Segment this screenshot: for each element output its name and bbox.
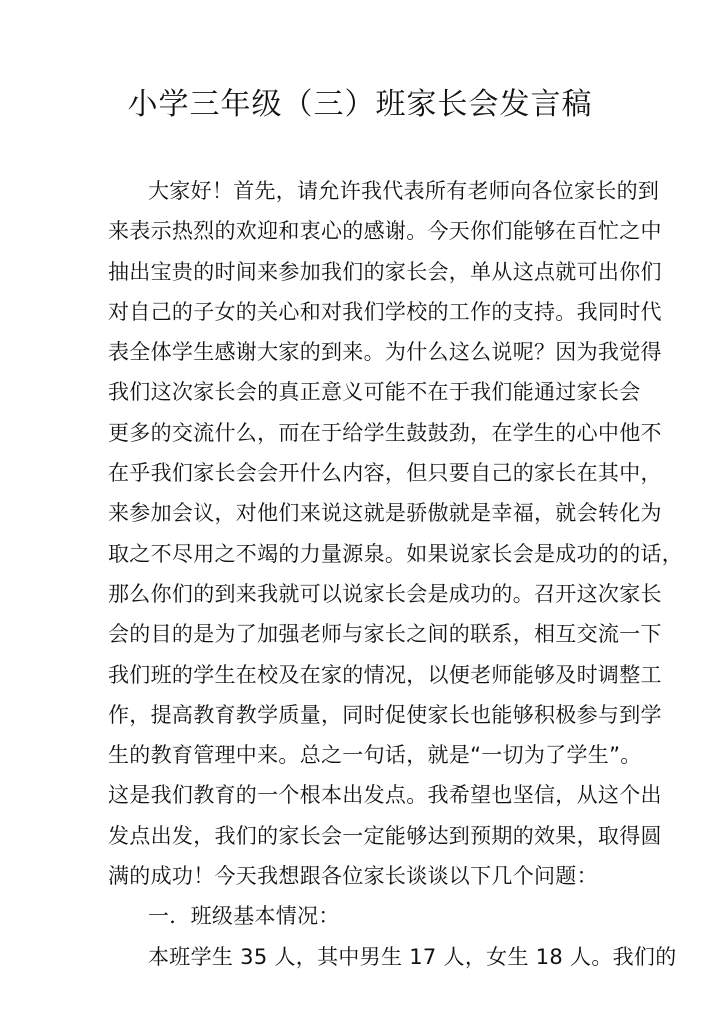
document-body [108, 171, 684, 977]
paragraph-line: 发点出发，我们的家长会一定能够达到预期的效果，取得圆 [108, 823, 662, 848]
paragraph-line: 更多的交流什么，而在于给学生鼓鼓劲，在学生的心中他不 [108, 420, 662, 445]
paragraph-line: 对自己的子女的关心和对我们学校的工作的支持。我同时代 [108, 299, 662, 324]
paragraph-line: 那么你们的到来我就可以说家长会是成功的。召开这次家长 [108, 581, 662, 606]
paragraph-line: 取之不尽用之不竭的力量源泉。如果说家长会是成功的的话， [108, 541, 684, 566]
paragraph-line: 会的目的是为了加强老师与家长之间的联系，相互交流一下 [108, 622, 662, 647]
paragraph-line: 我们班的学生在校及在家的情况，以便老师能够及时调整工 [108, 662, 662, 687]
paragraph-line: 来参加会议，对他们来说这就是骄傲就是幸福，就会转化为 [108, 501, 662, 526]
paragraph-line: 本班学生 35 人，其中男生 17 人，女生 18 人。我们的 [148, 944, 677, 969]
paragraph-line: 这是我们教育的一个根本出发点。我希望也坚信，从这个出 [108, 783, 662, 808]
paragraph-line: 在乎我们家长会会开什么内容，但只要自己的家长在其中， [108, 461, 662, 486]
paragraph-line: 表全体学生感谢大家的到来。为什么这么说呢？因为我觉得 [108, 340, 662, 365]
paragraph-line: 抽出宝贵的时间来参加我们的家长会，单从这点就可出你们 [108, 259, 662, 284]
paragraph-line: 作，提高教育教学质量，同时促使家长也能够积极参与到学 [108, 702, 662, 727]
paragraph-line: 来表示热烈的欢迎和衷心的感谢。今天你们能够在百忙之中 [108, 219, 662, 244]
paragraph-line: 我们这次家长会的真正意义可能不在于我们能通过家长会 [108, 380, 641, 405]
paragraph-line: 满的成功！今天我想跟各位家长谈谈以下几个问题： [108, 864, 598, 889]
paragraph-line: 生的教育管理中来。总之一句话，就是“一切为了学生”。 [108, 743, 642, 768]
section-heading: 一．班级基本情况： [148, 904, 340, 929]
paragraph-line: 大家好！首先，请允许我代表所有老师向各位家长的到 [148, 179, 660, 203]
document-title: 小学三年级（三）班家长会发言稿 [127, 87, 593, 122]
